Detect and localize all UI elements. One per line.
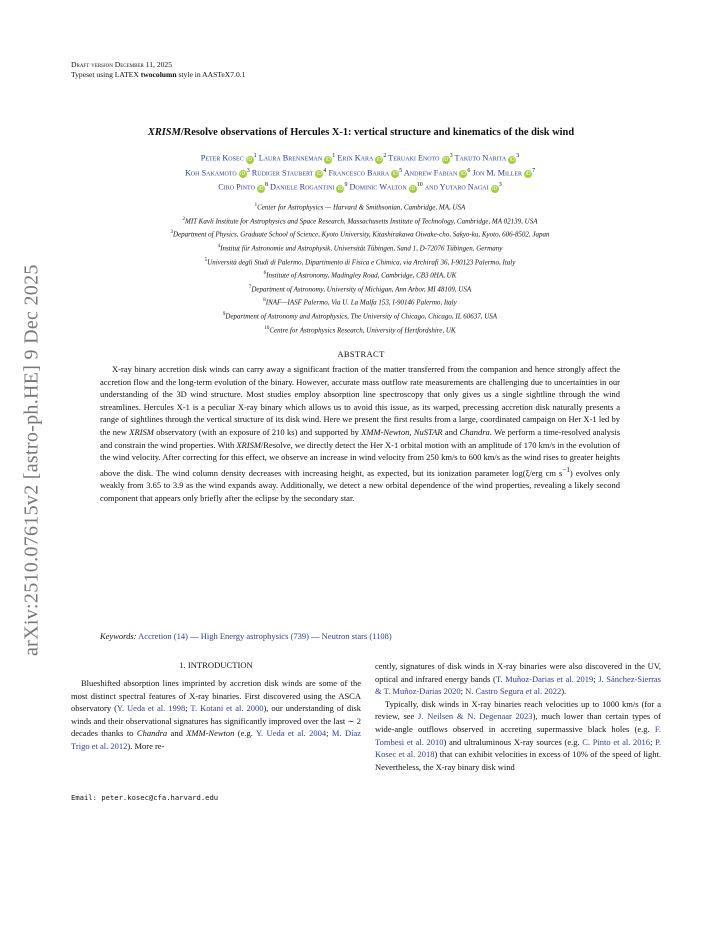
author-affiliation-mark: 1 [253,153,257,159]
author-name[interactable]: Peter Kosec [200,153,244,163]
author-name[interactable]: Takuto Narita [454,153,507,163]
author-affiliation-mark: 1 [332,153,336,159]
affiliation-line: $^9$Department of Astronomy and Astrophysics, The University of Chicago, Chicago, IL 60637, USA [222,312,498,321]
author-affiliation-mark: 3 [516,153,520,159]
author-affiliation-mark: 6 [467,167,471,174]
header-meta [71,60,245,80]
citation-link[interactable]: P. Kosec et al. 2018 [375,736,662,760]
citation-link[interactable]: J. Neilsen & N. Degenaar 2023 [418,711,533,722]
intro-paragraph: Blueshifted absorption lines imprinted by accretion disk winds are some of the most distinct spectral features of X-ray binaries. First discovered using the ASCA observatory (Y. Ueda et al. 1998; T. Kotani et al. 2000), our understanding of disk winds and their observational signatures has significantly improved over the last ∼ 2 decades thanks to Chandra and XMM-Newton (e.g. Y. Ueda et al. 2004; M. Díaz Trigo et al. 2012). More re- [71,678,361,751]
author-name[interactable]: Yutaro Nagai [439,183,489,193]
section-heading-introduction: 1. INTRODUCTION [179,660,253,670]
orcid-icon[interactable]: iD [442,156,449,163]
draft-line: Draft version December 11, 2025 [71,60,173,69]
citation-link[interactable]: T. Muñoz-Darias et al. 2019 [495,673,594,684]
latex-logo: LATEX [114,70,139,79]
orcid-icon[interactable]: iD [337,186,344,193]
arxiv-sidebar-stamp: arXiv:2510.07615v2 [astro-ph.HE] 9 Dec 2025 [20,264,43,656]
keywords: Keywords: Accretion (14) — High Energy astrophysics (739) — Neutron stars (1108) [100,631,392,641]
intro-left-column [71,677,361,753]
author-name[interactable]: Dominic Walton [349,183,407,193]
citation-link[interactable]: C. Pinto et al. 2016 [582,736,651,747]
affiliation-line: $^4$Institut für Astronomie und Astrophysik, Universität Tübingen, Sand 1, D-72076 Tübingen, Germany [217,243,503,253]
affiliation-line: $^7$Department of Astronomy, University of Michigan, Ann Arbor, MI 48109, USA [248,284,472,294]
author-name[interactable]: Koh Sakamoto [184,168,237,178]
typeset-line: Typeset using LATEX twocolumn style in AASTeX7.0.1 [71,70,246,79]
intro-paragraph: Typically, disk winds in X-ray binaries reach velocities up to 1000 km/s (for a review, see J. Neilsen & N. Degenaar 2023), much lower than certain types of wide-angle outflows observed in accreting supermassive black holes (e.g. F. Tombesi et al. 2010) and ultraluminous X-ray sources (e.g. C. Pinto et al. 2016; P. Kosec et al. 2018) that can exhibit velocities in excess of 10% of the speed of light. Nevertheless, the X-ray binary disk wind [375,698,662,772]
author-affiliation-mark: 8 [264,182,268,189]
orcid-icon[interactable]: iD [240,171,246,178]
keyword-link[interactable]: Neutron stars (1108) [321,631,392,641]
affiliation-line: $^5$Università degli Studi di Palermo, Dipartimento di Fisica e Chimica, via Archirafi 36, I-90123 Palermo, Italy [204,257,516,266]
author-and: and [424,183,438,193]
author-affiliation-mark: 3 [498,182,502,189]
author-name[interactable]: Francesco Barra [328,168,390,178]
footnote-email: Email: peter.kosec@cfa.harvard.edu [71,793,219,802]
author-name[interactable]: Andrew Fabian [403,168,458,178]
author-affiliation-mark: 5 [399,167,403,174]
author-affiliation-mark: 3 [449,153,453,159]
intro-right-column [375,660,661,773]
affiliation-line: $^6$Institute of Astronomy, Madingley Road, Cambridge, CB3 0HA, UK [263,271,457,280]
orcid-icon[interactable]: iD [325,156,331,163]
orcid-icon[interactable]: iD [258,186,264,193]
author-affiliation-mark: 10 [416,182,423,189]
author-affiliation-mark: 3 [246,167,250,174]
abstract-body: X-ray binary accretion disk winds can carry away a significant fraction of the matter transferred from the companion and hence strongly affect the accretion flow and the long-term evolution of the binary. However, accurate mass outflow rate measurements are challenging due to uncertainties in our understanding of the 3D wind structure. Most studies employ absorption line spectroscopy that only gives us a single sightline through the wind streamlines. Hercules X-1 is a peculiar X-ray binary which allows us to avoid this issue, as its warped, precessing accretion disk naturally presents a range of sightlines through the vertical structure of its disk wind. Here we present the first results from a large, coordinated campaign on Her X-1 led by the new XRISM observatory (with an exposure of 210 ks) and supported by XMM-Newton, NuSTAR and Chandra. We perform a time-resolved analysis and constrain the wind properties. With XRISM/Resolve, we directly detect the Her X-1 orbital motion with an amplitude of 170 km/s in the evolution of the wind velocity. After correcting for this effect, we observe an increase in wind velocity from 250 km/s to 600 km/s as the wind rises to greater heights above the disk. The wind column density decreases with increasing height, as expected, but its ionization parameter log(ξ/erg cm $s^{-1}$) evolves only weakly from 3.65 to 3.9 as the wind expands away. Additionally, we detect a new orbital dependence of the wind properties, revealing a likely second component that appears only briefly after the eclipse by the secondary star. [100,364,621,503]
citation-link[interactable]: N. Castro Segura et al. 2022 [465,686,562,697]
author-name[interactable]: Daniele Rogantini [270,183,335,193]
affiliation-list [50,200,670,336]
author-name[interactable]: Jon M. Miller [472,168,523,178]
citation-link[interactable]: T. Kotani et al. 2000 [190,703,264,714]
author-list [80,150,640,194]
author-name[interactable]: Teruaki Enoto [388,153,440,163]
orcid-icon[interactable]: iD [525,171,531,178]
orcid-icon[interactable]: iD [410,186,416,193]
paper-title: XRISM/Resolve observations of Hercules X-1: vertical structure and kinematics of the disk wind [147,127,575,138]
author-affiliation-mark: 2 [383,153,387,159]
keyword-link[interactable]: Accretion (14) [138,631,188,641]
author-affiliation-mark: 7 [532,167,536,174]
citation-link[interactable]: F. Tombesi et al. 2010 [375,723,661,747]
author-name[interactable]: Rüdiger Staubert [251,168,314,178]
affiliation-line: $^8$INAF—IASF Palermo, Via U. La Malfa 153, I-90146 Palermo, Italy [263,298,457,307]
intro-paragraph: cently, signatures of disk winds in X-ray binaries were also discovered in the UV, optical and infrared energy bands (T. Muñoz-Darias et al. 2019; J. Sánchez-Sierras & T. Muñoz-Darias 2020; N. Castro Segura et al. 2022). [375,661,661,697]
orcid-icon[interactable]: iD [392,171,398,178]
affiliation-line: $^2$MIT Kavli Institute for Astrophysics and Space Research, Massachusetts Institute of Technology, Cambridge, MA 02139, USA [182,216,538,225]
keyword-link[interactable]: High Energy astrophysics (739) [200,631,309,641]
orcid-icon[interactable]: iD [509,156,515,163]
orcid-icon[interactable]: iD [376,156,382,163]
orcid-icon[interactable]: iD [247,156,253,163]
author-name[interactable]: Ciro Pinto [218,183,255,193]
author-affiliation-mark: 4 [323,167,327,174]
orcid-icon[interactable]: iD [460,171,467,178]
affiliation-line: $^3$Department of Physics, Graduate School of Science, Kyoto University, Kitashirakawa Oiwake-cho, Sakyo-ku, Kyoto, 606-8502, Japan [170,230,550,239]
abstract-heading: ABSTRACT [337,349,385,359]
author-name[interactable]: Erin Kara [337,153,374,163]
author-affiliation-mark: 9 [344,182,348,189]
affiliation-line: $^{10}$Centre for Astrophysics Research, University of Hertfordshire, UK [264,325,456,334]
citation-link[interactable]: M. Díaz Trigo et al. 2012 [71,728,361,751]
author-name[interactable]: Laura Brenneman [258,153,323,163]
citation-link[interactable]: Y. Ueda et al. 1998 [116,703,186,714]
orcid-icon[interactable]: iD [492,186,498,193]
affiliation-line: $^1$Center for Astrophysics — Harvard & Smithsonian, Cambridge, MA, USA [254,203,466,212]
citation-link[interactable]: Y. Ueda et al. 2004 [255,728,327,739]
orcid-icon[interactable]: iD [316,171,323,178]
citation-link[interactable]: J. Sánchez-Sierras & T. Muñoz-Darias 2020 [375,673,661,697]
